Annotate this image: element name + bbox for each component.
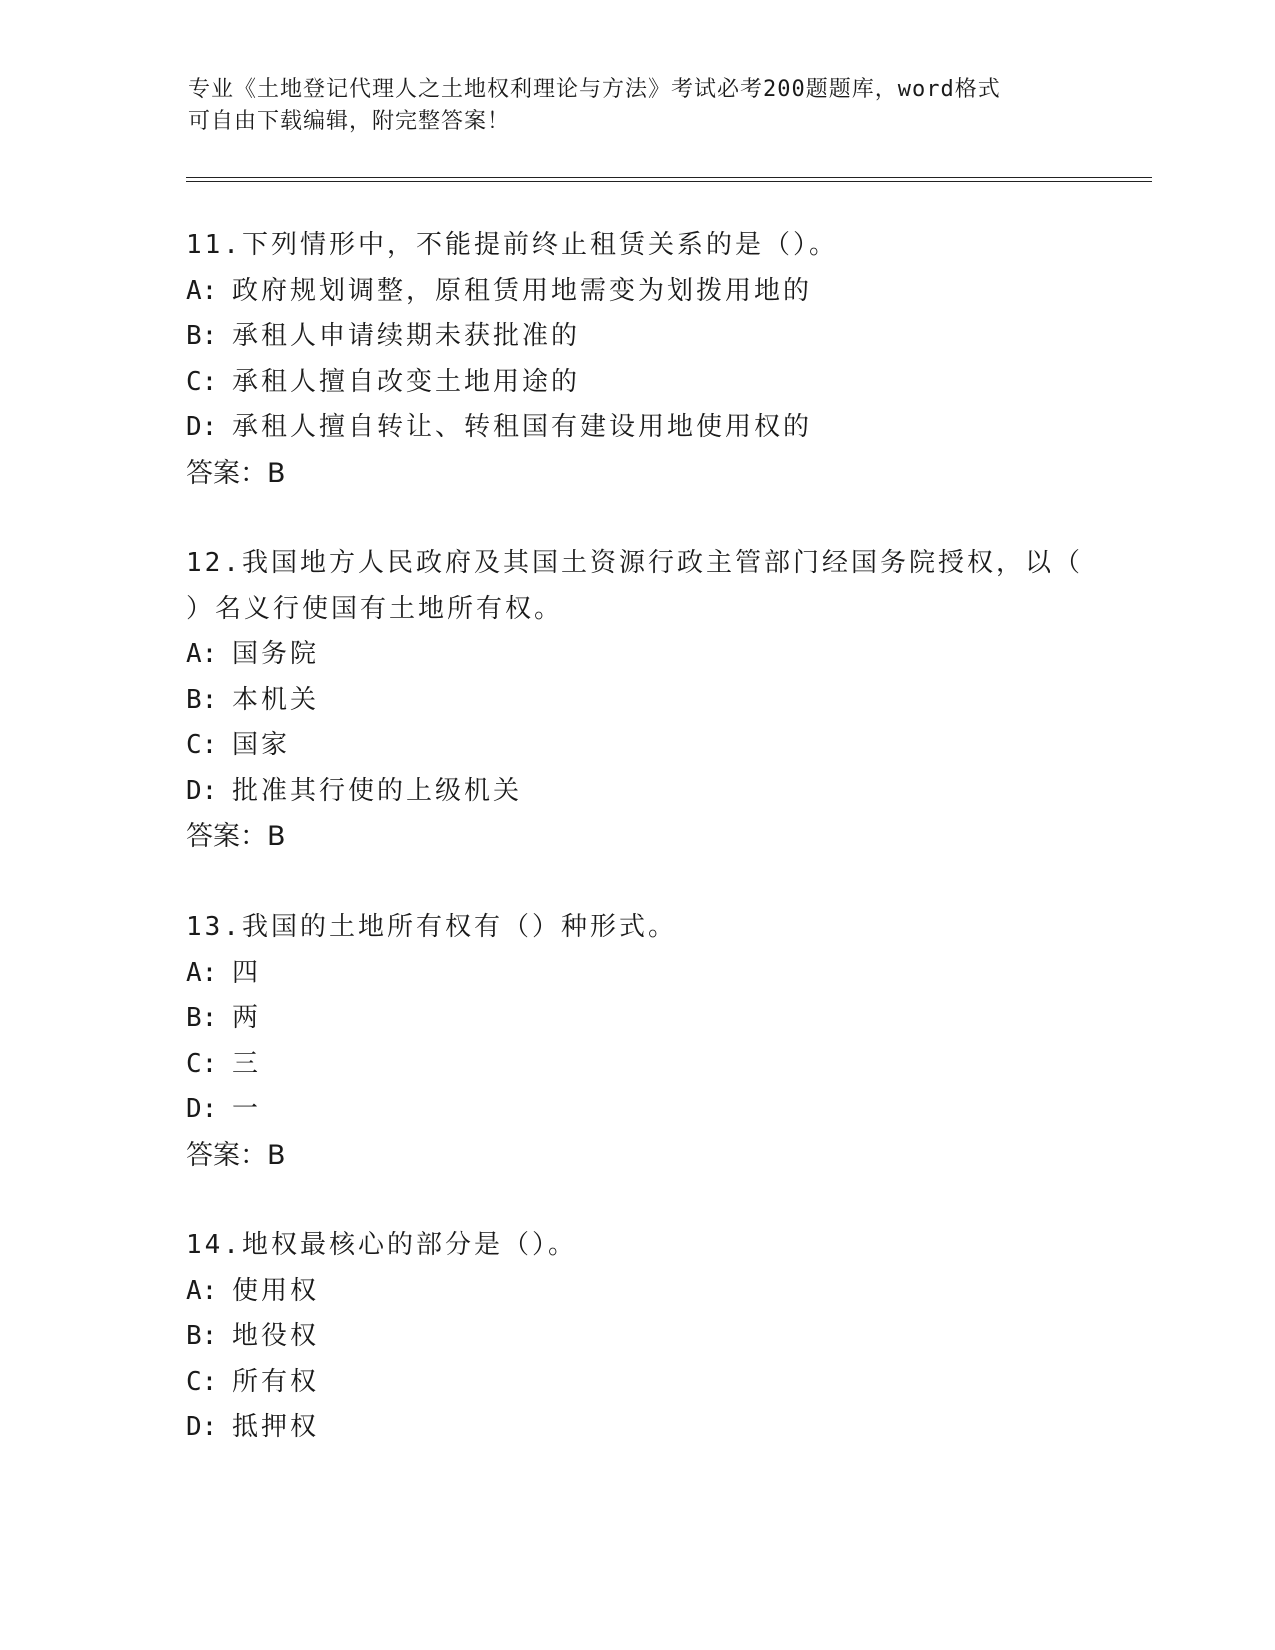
question-stem-continued: ）名义行使国有土地所有权。	[186, 593, 564, 624]
option-text: 承租人擅自转让、转租国有建设用地使用权的	[232, 412, 813, 442]
option-text: 地役权	[232, 1321, 320, 1351]
option-text: 本机关	[232, 684, 320, 715]
option-b	[186, 314, 1086, 360]
answer-line: 答案：B	[186, 821, 286, 852]
question-stem: 14.地权最核心的部分是（）。	[186, 1230, 577, 1260]
option-a	[186, 951, 1086, 997]
option-c	[186, 1042, 1086, 1088]
option-d	[186, 1405, 1086, 1451]
option-letter: C:	[186, 1366, 218, 1397]
option-text: 两	[232, 1003, 262, 1033]
option-letter: A:	[186, 1275, 218, 1306]
option-text: 承租人申请续期未获批准的	[232, 321, 581, 351]
question-stem: 11.下列情形中，不能提前终止租赁关系的是（）。	[186, 230, 838, 260]
option-text: 批准其行使的上级机关	[232, 775, 523, 806]
question-12	[186, 541, 1086, 860]
question-stem: 13.我国的土地所有权有（）种形式。	[186, 912, 677, 942]
option-letter: B:	[186, 1003, 218, 1033]
option-letter: D:	[186, 412, 218, 442]
option-a	[186, 1269, 1086, 1315]
option-letter: B:	[186, 321, 218, 351]
header-line-1: 专业《土地登记代理人之土地权利理论与方法》考试必考200题题库，word格式	[188, 77, 1001, 102]
option-letter: D:	[186, 1412, 218, 1442]
option-letter: B:	[186, 684, 218, 715]
option-d	[186, 769, 1086, 815]
option-letter: A:	[186, 639, 218, 669]
answer-line: 答案：B	[186, 1139, 286, 1171]
option-letter: A:	[186, 275, 218, 306]
option-b	[186, 678, 1086, 724]
option-d	[186, 405, 1086, 451]
option-a	[186, 632, 1086, 678]
option-text: 国家	[232, 730, 291, 760]
question-13	[186, 905, 1086, 1178]
option-c	[186, 360, 1086, 406]
question-14	[186, 1223, 1086, 1451]
option-c	[186, 1360, 1086, 1406]
option-text: 使用权	[232, 1275, 320, 1306]
question-stem: 12.我国地方人民政府及其国土资源行政主管部门经国务院授权，以（	[186, 548, 1083, 578]
option-letter: D:	[186, 775, 218, 806]
option-text: 承租人擅自改变土地用途的	[232, 366, 581, 397]
option-d	[186, 1087, 1086, 1133]
header-divider	[186, 177, 1152, 182]
document-header	[188, 74, 1088, 138]
option-b	[186, 1314, 1086, 1360]
option-c	[186, 723, 1086, 769]
option-letter: C:	[186, 730, 218, 760]
option-text: 四	[232, 957, 262, 988]
option-letter: D:	[186, 1094, 218, 1124]
option-b	[186, 996, 1086, 1042]
option-text: 所有权	[232, 1366, 320, 1397]
option-a	[186, 269, 1086, 315]
header-line-2: 可自由下载编辑，附完整答案！	[188, 109, 511, 134]
option-text: 国务院	[232, 639, 320, 669]
option-text: 一	[232, 1094, 262, 1124]
option-text: 抵押权	[232, 1412, 320, 1442]
question-11	[186, 223, 1086, 496]
option-letter: A:	[186, 957, 218, 988]
option-letter: B:	[186, 1321, 218, 1351]
option-letter: C:	[186, 1048, 218, 1079]
option-text: 三	[232, 1048, 262, 1079]
answer-line: 答案：B	[186, 457, 286, 489]
option-text: 政府规划调整，原租赁用地需变为划拨用地的	[232, 275, 813, 306]
option-letter: C:	[186, 366, 218, 397]
